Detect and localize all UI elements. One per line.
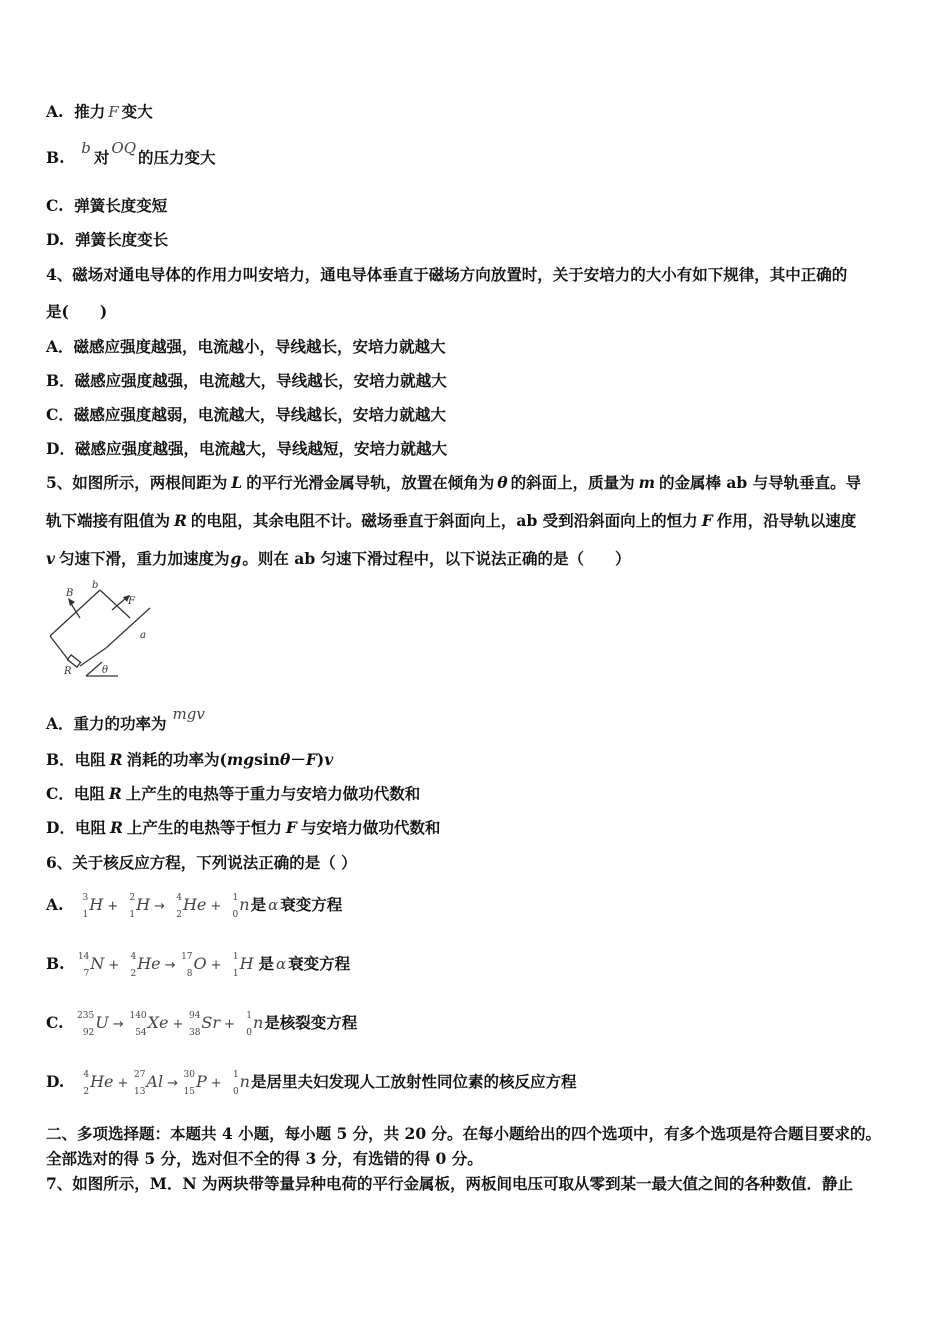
q6-option-d: D. 4 2 He + 27 13 Al → 30 15 P + 1 0 n是居里夫妇发现人工放射性同位素的核反应方程 (46, 1070, 577, 1097)
figure-label-a: a (140, 630, 146, 641)
q6-option-a: A. 3 1 H + 2 1 H → 4 2 He + 1 0 n是 α 衰变方程 (46, 893, 343, 920)
nuclide: 2 1 H (129, 893, 151, 920)
nuclide: 1 0 n (232, 1070, 250, 1097)
q3-option-b: B. b 对 OQ 的压力变大 (46, 139, 216, 167)
nuclide: 27 13 Al (133, 1070, 164, 1097)
q3-option-d: D. 弹簧长度变长 (46, 230, 169, 249)
nuclide: 14 7 N (77, 952, 105, 979)
nuclide: 4 2 He (176, 893, 207, 920)
section2-instructions-line1: 二、多项选择题：本题共 4 小题，每小题 5 分，共 20 分。在每小题给出的四个选项中，有多个选项是符合题目要求的。 (46, 1124, 882, 1143)
figure-incline (86, 662, 102, 676)
figure-label-theta: θ (102, 665, 109, 676)
nuclide: 4 2 He (83, 1070, 114, 1097)
nuclide: 17 8 O (181, 952, 207, 979)
q5-stem-line3: v 匀速下滑，重力加速度为g。则在 ab 匀速下滑过程中，以下说法正确的是（ ） (46, 549, 631, 568)
figure-label-R: R (64, 666, 72, 677)
figure-rod-ab (100, 590, 130, 618)
q3-option-c: C. 弹簧长度变短 (46, 196, 168, 215)
q5-option-a: A．重力的功率为 mgv (46, 705, 205, 733)
nuclide: 1 0 n (246, 1011, 264, 1038)
q4-stem-line2: 是( ) (46, 302, 108, 321)
figure-b-arrowhead (68, 598, 75, 606)
nuclide: 1 1 H (232, 952, 254, 979)
q5-option-d: D．电阻 R 上产生的电热等于恒力 F 与安培力做功代数和 (46, 818, 441, 837)
q4-option-c: C．磁感应强度越弱，电流越大，导线越长，安培力就越大 (46, 405, 446, 424)
q6-stem: 6、关于核反应方程，下列说法正确的是（ ） (46, 853, 357, 872)
q3-option-a: A. 推力 F 变大 (46, 102, 153, 121)
q4-option-a: A．磁感应强度越强，电流越小，导线越长，安培力就越大 (46, 337, 446, 356)
figure-label-F: F (128, 596, 135, 607)
q6-option-b: B. 14 7 N + 4 2 He → 17 8 O + 1 1 H 是 α 衰变方程 (46, 952, 351, 979)
nuclide: 4 2 He (130, 952, 161, 979)
nuclide: 94 38 Sr (188, 1011, 221, 1038)
nuclide: 3 1 H (82, 893, 104, 920)
nuclide: 235 92 U (77, 1011, 109, 1038)
section2-instructions-line2: 全部选对的得 5 分，选对但不全的得 3 分，有选错的得 0 分。 (46, 1149, 483, 1168)
q6-option-c: C. 235 92 U → 140 54 Xe + 94 38 Sr + 1 0 n是核裂变方程 (46, 1011, 358, 1038)
q4-option-b: B．磁感应强度越强，电流越大，导线越长，安培力就越大 (46, 371, 447, 390)
figure-rail-left (50, 636, 70, 662)
figure-label-B: B (66, 588, 74, 599)
figure-rail-bottom (80, 648, 106, 666)
q5-stem-line1: 5、如图所示，两根间距为 L 的平行光滑金属导轨，放置在倾角为 θ 的斜面上，质量为 m 的金属棒 ab 与导轨垂直。导 (46, 473, 862, 492)
q5-incline-figure (46, 578, 166, 682)
nuclide: 30 15 P (183, 1070, 207, 1097)
figure-rail-right (106, 608, 150, 648)
nuclide: 140 54 Xe (129, 1011, 169, 1038)
q7-stem: 7、如图所示，M．N 为两块带等量异种电荷的平行金属板，两板间电压可取从零到某一最大值之间的各种数值．静止 (46, 1174, 854, 1193)
q5-option-c: C．电阻 R 上产生的电热等于重力与安培力做功代数和 (46, 784, 421, 803)
figure-label-b: b (92, 580, 99, 591)
figure-rail-top (50, 590, 100, 636)
q5-stem-line2: 轨下端接有阻值为 R 的电阻，其余电阻不计。磁场垂直于斜面向上，ab 受到沿斜面向上的恒力 F 作用，沿导轨以速度 (46, 511, 857, 530)
nuclide: 1 0 n (232, 893, 250, 920)
q4-option-d: D．磁感应强度越强，电流越大，导线越短，安培力就越大 (46, 439, 447, 458)
q5-option-b: B．电阻 R 消耗的功率为(mgsinθ－F)v (46, 750, 334, 769)
q4-stem-line1: 4、磁场对通电导体的作用力叫安培力，通电导体垂直于磁场方向放置时，关于安培力的大小有如下规律，其中正确的 (46, 265, 848, 284)
